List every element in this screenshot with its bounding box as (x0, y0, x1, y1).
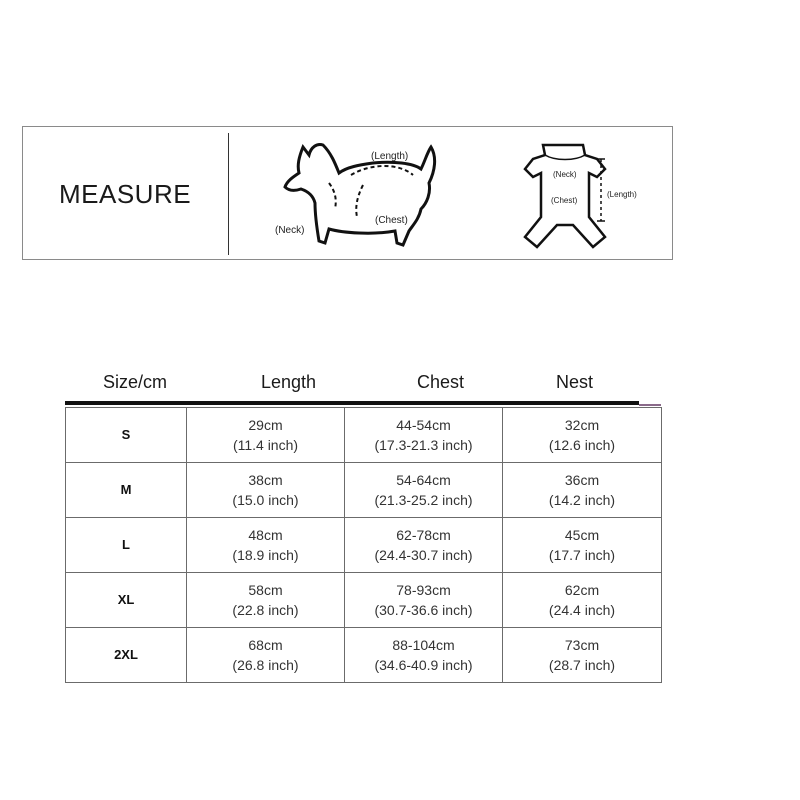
garment-chest-label: (Chest) (551, 196, 578, 205)
nest-cell: 45cm (17.7 inch) (503, 518, 662, 573)
dog-chest-line (356, 185, 363, 217)
garment-length-label: (Length) (607, 190, 637, 199)
size-cell: XL (66, 573, 187, 628)
table-row (66, 463, 662, 518)
measure-panel (22, 126, 673, 260)
header-length: Length (261, 372, 317, 392)
size-table (65, 407, 662, 683)
table-row (66, 518, 662, 573)
garment-collar (545, 155, 585, 160)
dog-diagram-icon (263, 133, 463, 257)
garment-neck-label: (Neck) (553, 170, 577, 179)
chest-cell: 44-54cm (17.3-21.3 inch) (345, 408, 503, 463)
length-cell: 68cm (26.8 inch) (187, 628, 345, 683)
dog-neck-line (329, 183, 336, 209)
chest-cell: 62-78cm (24.4-30.7 inch) (345, 518, 503, 573)
dog-chest-label: (Chest) (375, 215, 408, 226)
chest-cell: 54-64cm (21.3-25.2 inch) (345, 463, 503, 518)
nest-cell: 62cm (24.4 inch) (503, 573, 662, 628)
size-cell: L (66, 518, 187, 573)
garment-diagram-icon (501, 141, 671, 253)
header-nest: Nest (556, 372, 594, 392)
dog-neck-label: (Neck) (275, 225, 305, 236)
header-size: Size/cm (103, 372, 168, 392)
chest-cell: 88-104cm (34.6-40.9 inch) (345, 628, 503, 683)
table-row (66, 408, 662, 463)
length-cell: 48cm (18.9 inch) (187, 518, 345, 573)
nest-cell: 73cm (28.7 inch) (503, 628, 662, 683)
measure-title: MEASURE (59, 179, 192, 209)
measure-divider (228, 133, 229, 255)
table-row (66, 628, 662, 683)
header-chest: Chest (417, 372, 465, 392)
nest-cell: 36cm (14.2 inch) (503, 463, 662, 518)
size-cell: 2XL (66, 628, 187, 683)
table-row (66, 573, 662, 628)
length-cell: 38cm (15.0 inch) (187, 463, 345, 518)
size-cell: M (66, 463, 187, 518)
size-table-header (65, 368, 640, 398)
size-cell: S (66, 408, 187, 463)
length-cell: 29cm (11.4 inch) (187, 408, 345, 463)
nest-cell: 32cm (12.6 inch) (503, 408, 662, 463)
dog-length-line (351, 166, 413, 175)
length-cell: 58cm (22.8 inch) (187, 573, 345, 628)
header-rule (65, 401, 639, 405)
header-rule-accent (639, 404, 661, 406)
chest-cell: 78-93cm (30.7-36.6 inch) (345, 573, 503, 628)
dog-length-label: (Length) (371, 151, 409, 162)
